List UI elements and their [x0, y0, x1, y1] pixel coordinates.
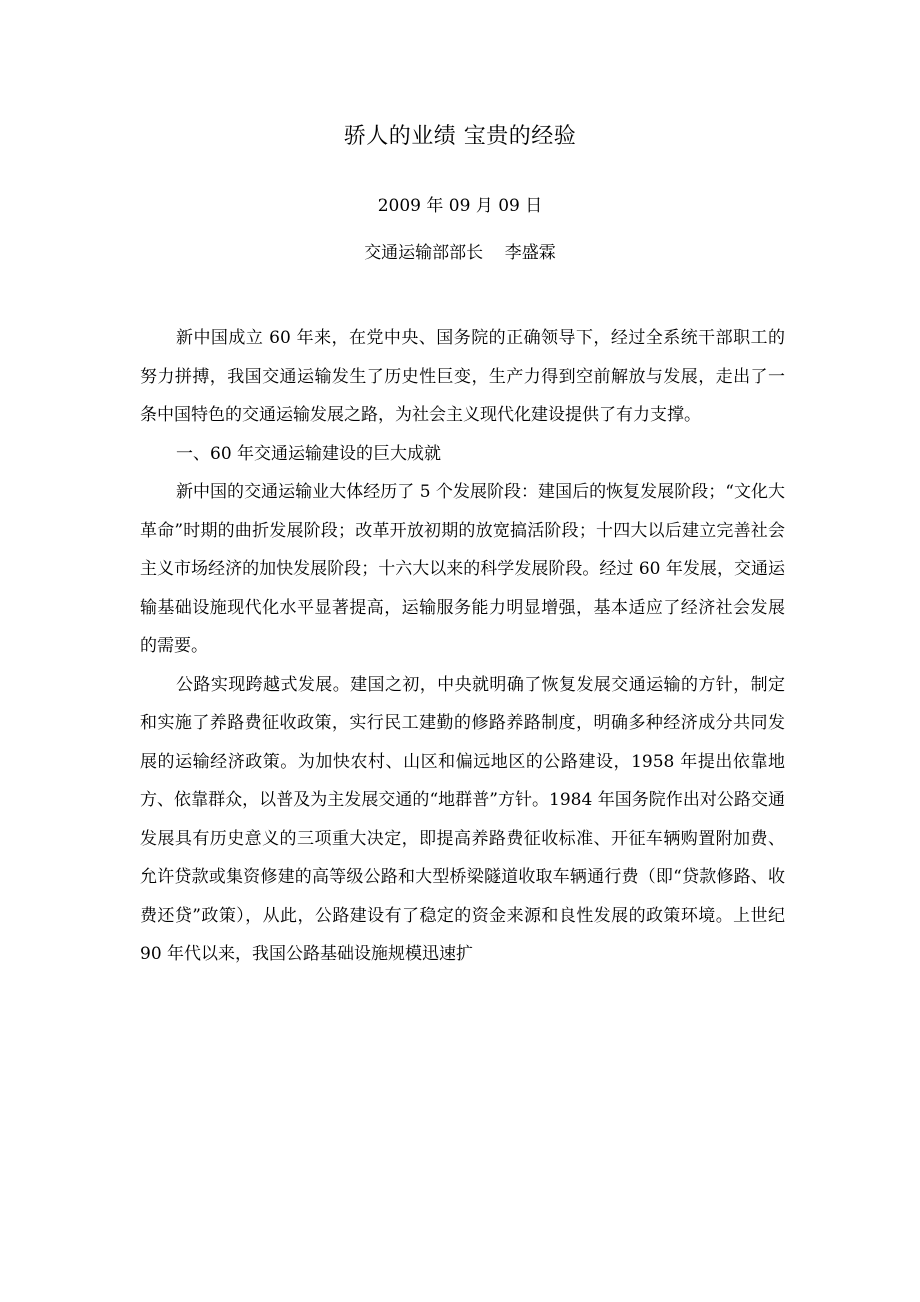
- publish-date: 2009 年 09 月 09 日: [377, 196, 543, 216]
- paragraph-highways: 公路实现跨越式发展。建国之初，中央就明确了恢复发展交通运输的方针，制定和实施了养路费征收政策，实行民工建勤的修路养路制度，明确多种经济成分共同发展的运输经济政策。为加快农村、山区和偏远地区的公路建设，1958 年提出依靠地方、依靠群众，以普及为主发展交通的“地群普”方针。1984 年国务院作出对公路交通发展具有历史意义的三项重大决定，即提高养路费征收标准、开征车辆购置附加费、允许贷款或集资修建的高等级公路和大型桥梁隧道收取车辆通行费（即“贷款修路、收费还贷”政策），从此，公路建设有了稳定的资金来源和良性发展的政策环境。上世纪 90 年代以来，我国公路基础设施规模迅速扩: [140, 674, 785, 964]
- paragraph-intro: 新中国成立 60 年来，在党中央、国务院的正确领导下，经过全系统干部职工的努力拼搏，我国交通运输发生了历史性巨变，生产力得到空前解放与发展，走出了一条中国特色的交通运输发展之路，为社会主义现代化建设提供了有力支撑。: [140, 328, 785, 425]
- section-heading: 一、60 年交通运输建设的巨大成就: [176, 443, 442, 464]
- paragraph-stages: 新中国的交通运输业大体经历了 5 个发展阶段：建国后的恢复发展阶段；“文化大革命”时期的曲折发展阶段；改革开放初期的放宽搞活阶段；十四大以后建立完善社会主义市场经济的加快发展阶段；十六大以来的科学发展阶段。经过 60 年发展，交通运输基础设施现代化水平显著提高，运输服务能力明显增强，基本适应了经济社会发展的需要。: [140, 482, 785, 656]
- author-line: 交通运输部部长 李盛霖: [364, 243, 556, 263]
- document-title: 骄人的业绩 宝贵的经验: [343, 124, 577, 149]
- article-body: [140, 319, 785, 974]
